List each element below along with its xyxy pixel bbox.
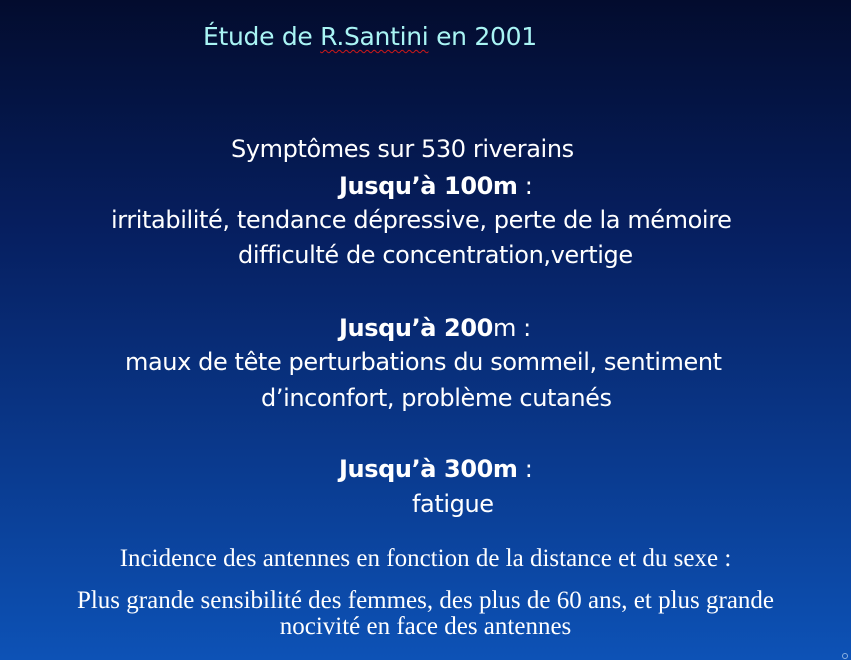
group-200-heading-bold: Jusqu’à 200 (339, 314, 493, 342)
slide-title (203, 22, 537, 51)
group-300-line-1: fatigue (412, 490, 494, 518)
group-100-line-2: difficulté de concentration,vertige (238, 241, 633, 269)
incidence-line-1: Plus grande sensibilité des femmes, des plus de 60 ans, et plus grande (76, 587, 775, 614)
group-100-heading-rest: : (517, 172, 533, 200)
group-200-heading (339, 314, 531, 342)
group-100-heading-bold: Jusqu’à 100m (339, 172, 518, 200)
group-200-heading-rest: m : (492, 314, 531, 342)
corner-circle-icon (842, 653, 848, 659)
group-100-line-1: irritabilité, tendance dépressive, perte de la mémoire (111, 206, 732, 234)
title-prefix: Étude de (203, 22, 321, 51)
group-300-heading-rest: : (517, 455, 533, 483)
group-300-heading (339, 455, 532, 483)
group-200-line-2: d’inconfort, problème cutanés (261, 384, 612, 412)
group-200-line-1: maux de tête perturbations du sommeil, sentiment (125, 348, 722, 376)
group-300-heading-bold: Jusqu’à 300m (339, 455, 518, 483)
incidence-heading: Incidence des antennes en fonction de la distance et du sexe : (119, 545, 732, 572)
title-suffix: en 2001 (428, 22, 537, 51)
title-author: R.Santini (320, 22, 429, 51)
group-100-heading (339, 172, 532, 200)
incidence-line-2: nocivité en face des antennes (279, 613, 572, 640)
symptoms-header: Symptômes sur 530 riverains (231, 135, 574, 163)
